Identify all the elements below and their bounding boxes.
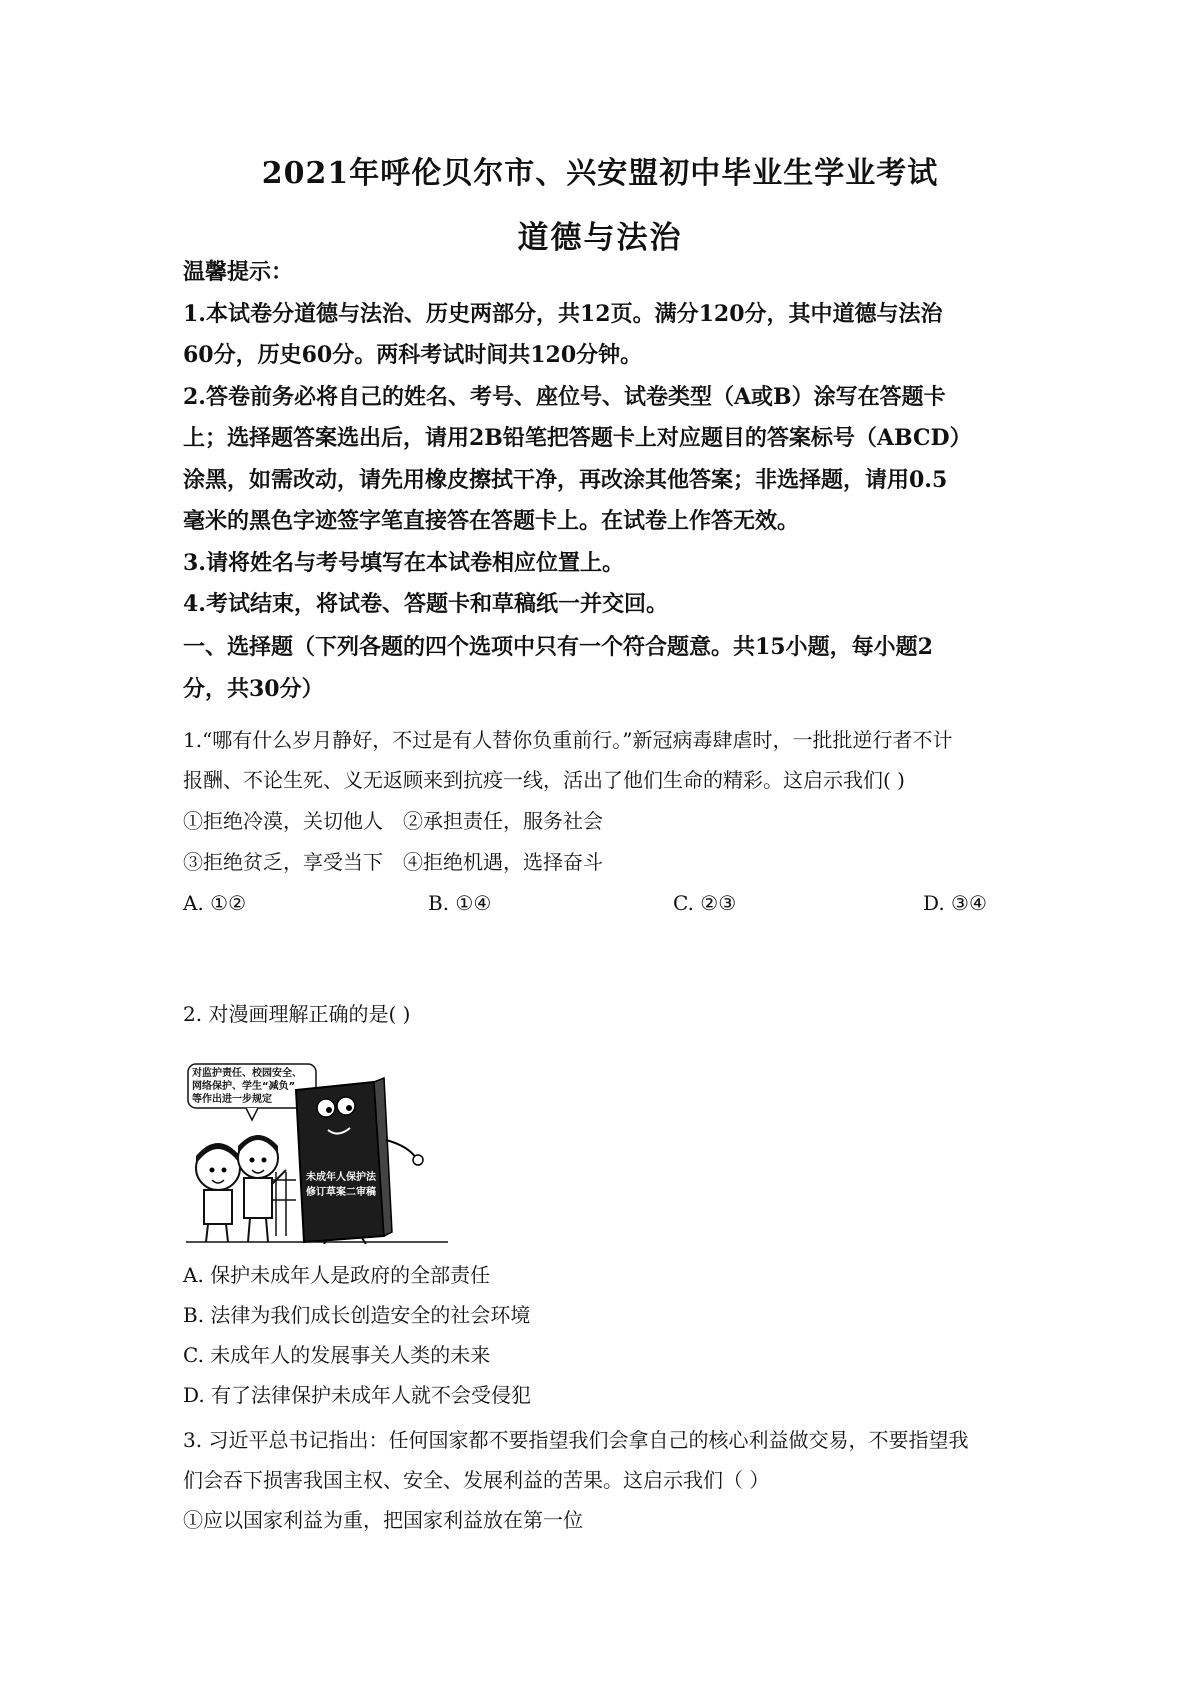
option-b[interactable]: B. ①④ [428, 891, 492, 915]
option-c[interactable]: C. ②③ [673, 891, 737, 915]
option-a[interactable]: A. ①② [183, 891, 247, 915]
section-heading-line: 一、选择题（下列各题的四个选项中只有一个符合题意。共15小题，每小题2 [183, 634, 933, 660]
book-title-line: 未成年人保护法 [306, 1172, 376, 1183]
notice-block [183, 252, 1033, 626]
option-b[interactable]: B. 法律为我们成长创造安全的社会环境 [183, 1303, 531, 1327]
notice-line: 60分，历史60分。两科考试时间共120分钟。 [183, 342, 643, 368]
exam-subject: 道德与法治 [517, 220, 683, 256]
exam-title: 2021年呼伦贝尔市、兴安盟初中毕业生学业考试 [261, 156, 939, 191]
notice-heading: 温馨提示： [183, 259, 294, 285]
notice-line: 2.答卷前务必将自己的姓名、考号、座位号、试卷类型（A或B）涂写在答题卡 [183, 383, 946, 410]
question-1-statements-row-1 [183, 801, 1043, 841]
option-d[interactable]: D. ③④ [923, 891, 987, 915]
statement-1: ①拒绝冷漠，关切他人 [183, 809, 383, 833]
notice-line: 涂黑，如需改动，请先用橡皮擦拭干净，再改涂其他答案；非选择题，请用0.5 [183, 466, 948, 493]
question-2-stem: 2. 对漫画理解正确的是( ) [183, 1002, 411, 1026]
cartoon-image [186, 1060, 448, 1244]
option-c[interactable]: C. 未成年人的发展事关人类的未来 [183, 1343, 491, 1367]
notice-line: 毫米的黑色字迹签字笔直接答在答题卡上。在试卷上作答无效。 [183, 508, 800, 534]
statement-4: ④拒绝机遇，选择奋斗 [403, 850, 603, 874]
notice-line: 1.本试卷分道德与法治、历史两部分，共12页。满分120分，其中道德与法治 [183, 300, 943, 327]
notice-line: 上；选择题答案选出后，请用2B铅笔把答题卡上对应题目的答案标号（ABCD） [183, 425, 972, 451]
section-heading-line: 分，共30分） [183, 675, 324, 702]
notice-line: 4.考试结束，将试卷、答题卡和草稿纸一并交回。 [183, 591, 668, 617]
question-3 [183, 1420, 1033, 1540]
bubble-text-line: 等作出进一步规定 [192, 1094, 272, 1105]
book-title-line: 修订草案二审稿 [306, 1187, 376, 1198]
question-1-options [183, 883, 1043, 923]
question-1-statements-row-2 [183, 842, 1043, 882]
section-heading [183, 627, 1033, 710]
question-1 [183, 720, 1033, 800]
statement-3: ③拒绝贫乏，享受当下 [183, 850, 383, 874]
question-3-stem-line: 们会吞下损害我国主权、安全、发展利益的苦果。这启示我们（ ） [183, 1468, 770, 1492]
notice-line: 3.请将姓名与考号填写在本试卷相应位置上。 [183, 549, 624, 576]
option-d[interactable]: D. 有了法律保护未成年人就不会受侵犯 [183, 1383, 532, 1407]
question-1-stem-line: 报酬、不论生死、义无返顾来到抗疫一线，活出了他们生命的精彩。这启示我们( ) [183, 768, 905, 792]
question-2-options [183, 1255, 1033, 1415]
question-3-stem-line: 3. 习近平总书记指出：任何国家都不要指望我们会拿自己的核心利益做交易，不要指望我 [183, 1428, 969, 1452]
bubble-text-line: 对监护责任、校园安全、 [192, 1068, 302, 1079]
statement-1: ①应以国家利益为重，把国家利益放在第一位 [183, 1508, 583, 1532]
question-1-stem-line: 1.“哪有什么岁月静好，不过是有人替你负重前行。”新冠病毒肆虐时，一批批逆行者不计 [183, 728, 953, 752]
question-2 [183, 994, 1033, 1034]
option-a[interactable]: A. 保护未成年人是政府的全部责任 [183, 1263, 491, 1287]
statement-2: ②承担责任，服务社会 [403, 809, 603, 833]
bubble-text-line: 网络保护、学生“减负” [192, 1081, 296, 1092]
